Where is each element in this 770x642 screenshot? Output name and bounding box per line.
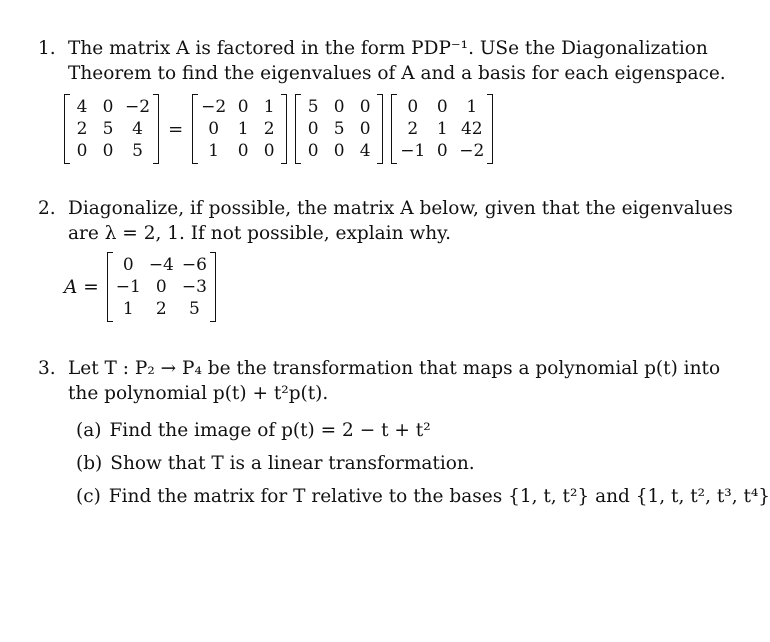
matrix-entry: −4 (148, 255, 174, 275)
matrix-entry: 2 (155, 299, 167, 319)
matrix-entry: 0 (436, 141, 448, 161)
problem-text-line: Let T : P₂ → P₄ be the transformation that maps a polynomial p(t) into (68, 358, 721, 379)
sub-question-c (76, 484, 770, 509)
matrix-entry: 42 (460, 119, 483, 139)
matrix-entry: 0 (307, 119, 319, 139)
matrix-entry: 0 (208, 119, 220, 139)
matrix-entry: 5 (307, 97, 319, 117)
factorization-equation (64, 94, 688, 164)
problem-text-line: are λ = 2, 1. If not possible, explain why. (68, 223, 452, 244)
matrix-a (64, 94, 159, 164)
matrix-entry: 0 (155, 277, 167, 297)
matrix-entry: −6 (181, 255, 207, 275)
matrix-entry: 5 (132, 141, 143, 161)
matrix-entry: 0 (333, 141, 345, 161)
matrix-entry: 0 (407, 97, 419, 117)
problem-text-line: Theorem to find the eigenvalues of A and a basis for each eigenspace. (68, 63, 726, 84)
matrix-entry: −1 (115, 277, 141, 297)
matrix-entry: −2 (459, 141, 485, 161)
matrix-entry: −1 (400, 141, 426, 161)
sub-question-label: (a) (76, 420, 102, 441)
problem-2 (38, 196, 733, 322)
sub-question-text: Find the matrix for T relative to the bases {1, t, t²} and {1, t, t², t³, t⁴} (108, 486, 770, 507)
matrix-d (295, 94, 383, 164)
matrix-entry: 0 (122, 255, 134, 275)
matrix-entry: 1 (122, 299, 134, 319)
matrix-entry: 0 (359, 119, 371, 139)
matrix-entry: 5 (102, 119, 114, 139)
matrix-entry: 2 (263, 119, 275, 139)
matrix-p (192, 94, 287, 164)
sub-question-text: Find the image of p(t) = 2 − t + t² (109, 420, 431, 441)
sub-question-label: (b) (76, 453, 103, 474)
matrix-entry: 0 (102, 97, 114, 117)
matrix-entry: 0 (102, 141, 114, 161)
matrix-entry: −3 (181, 277, 207, 297)
matrix-a (107, 252, 216, 322)
matrix-entry: 4 (132, 119, 143, 139)
matrix-entry: 0 (237, 97, 249, 117)
matrix-entry: 0 (436, 97, 448, 117)
problem-3 (38, 356, 770, 509)
matrix-entry: 1 (208, 141, 220, 161)
problem-text-line: Diagonalize, if possible, the matrix A below, given that the eigenvalues (68, 198, 733, 219)
sub-question-text: Show that T is a linear transformation. (110, 453, 475, 474)
matrix-entry: 4 (359, 141, 371, 161)
problem-text-line: the polynomial p(t) + t²p(t). (68, 383, 329, 404)
matrix-entry: 4 (76, 97, 88, 117)
matrix-entry: −2 (125, 97, 151, 117)
matrix-entry: 0 (263, 141, 275, 161)
matrix-entry: 5 (188, 299, 200, 319)
equals-sign: = (168, 118, 184, 140)
problem-number: 2. (38, 198, 56, 219)
matrix-entry: 1 (466, 97, 478, 117)
matrix-entry: 2 (407, 119, 419, 139)
matrix-entry: 0 (333, 97, 345, 117)
matrix-entry: −2 (201, 97, 227, 117)
matrix-equation (64, 252, 688, 322)
sub-question-a (76, 418, 688, 443)
matrix-entry: 0 (237, 141, 249, 161)
sub-question-b (76, 451, 688, 476)
matrix-label: A = (64, 276, 99, 298)
matrix-entry: 1 (237, 119, 249, 139)
sub-question-label: (c) (76, 486, 101, 507)
problem-number: 3. (38, 358, 56, 379)
problem-1 (38, 36, 726, 164)
matrix-entry: 0 (359, 97, 371, 117)
matrix-entry: 0 (76, 141, 88, 161)
matrix-entry: 0 (307, 141, 319, 161)
problem-number: 1. (38, 38, 56, 59)
matrix-p-inverse (391, 94, 493, 164)
matrix-entry: 2 (76, 119, 88, 139)
matrix-entry: 1 (263, 97, 275, 117)
matrix-entry: 5 (333, 119, 345, 139)
matrix-entry: 1 (436, 119, 448, 139)
problem-text-line: The matrix A is factored in the form PDP⁻¹. USe the Diagonalization (68, 38, 708, 59)
